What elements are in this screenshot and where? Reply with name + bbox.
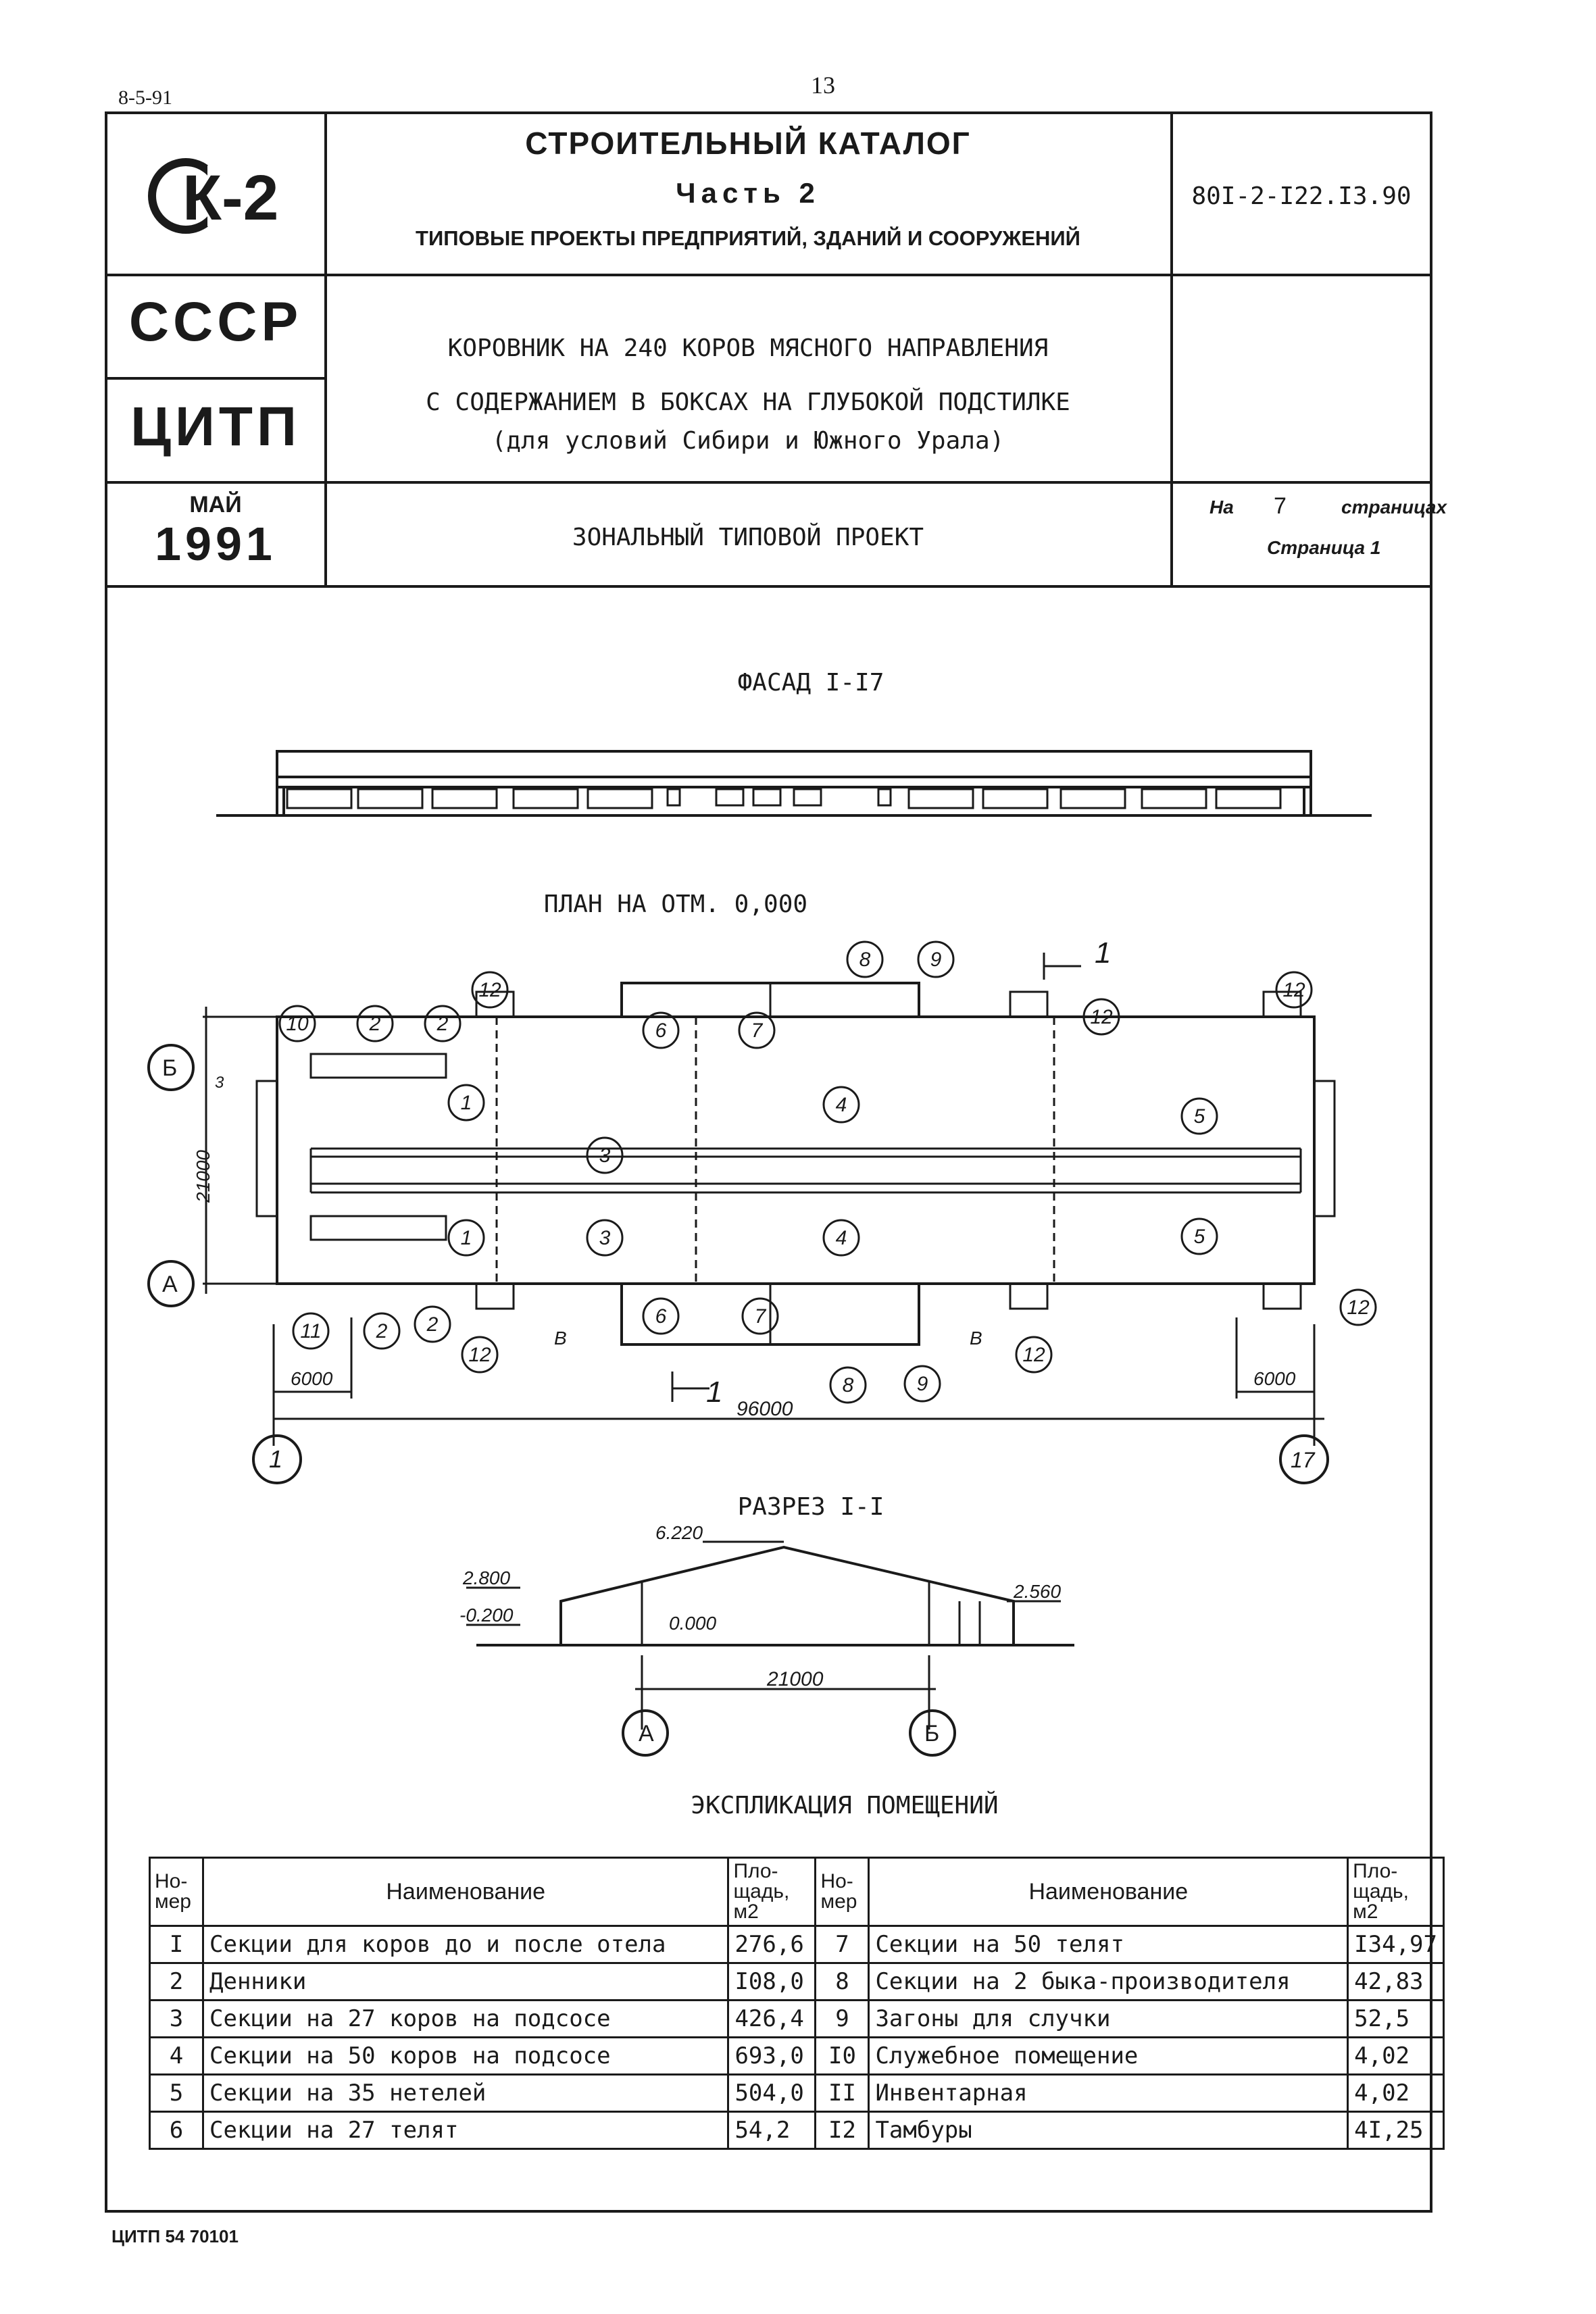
room-tag-3: 3	[599, 1227, 611, 1249]
row-name: Инвентарная	[869, 2075, 1348, 2112]
row-num: I2	[816, 2112, 869, 2149]
section-title: РАЗРЕЗ I-I	[737, 1493, 884, 1521]
page-number: 13	[811, 72, 835, 99]
catalog-subtitle: ТИПОВЫЕ ПРОЕКТЫ ПРЕДПРИЯТИЙ, ЗДАНИЙ И СООРУЖЕНИЙ	[416, 226, 1080, 250]
elev-floor: 0.000	[669, 1613, 717, 1634]
dim-width: 21000	[193, 1150, 214, 1203]
col-area: Пло-щадь, м2	[728, 1858, 816, 1926]
room-tag-12: 12	[1022, 1344, 1045, 1366]
row-num: 6	[150, 2112, 203, 2149]
col-name: Наименование	[869, 1858, 1348, 1926]
room-tag-5: 5	[1193, 1226, 1205, 1248]
org-ussr: СССР	[128, 291, 303, 353]
explication-table	[149, 1857, 1445, 2150]
room-tag-9: 9	[916, 1373, 928, 1395]
row-name: Секции на 50 телят	[869, 1926, 1348, 1963]
room-tag-1: 1	[460, 1227, 472, 1249]
row-name: Секции на 27 коров на подсосе	[203, 2001, 728, 2038]
room-tag-8: 8	[842, 1374, 854, 1397]
axis-17-label: 17	[1291, 1448, 1315, 1472]
catalog-title: СТРОИТЕЛЬНЫЙ КАТАЛОГ	[525, 126, 971, 161]
room-tag-12: 12	[1347, 1297, 1370, 1319]
row-area: 42,83	[1348, 1963, 1444, 2001]
row-name: Секции на 27 телят	[203, 2112, 728, 2149]
issue-month: МАЙ	[189, 492, 242, 518]
axis-B-label: Б	[162, 1055, 178, 1081]
facade-title: ФАСАД I-I7	[737, 669, 884, 697]
axis-1-label: 1	[269, 1445, 283, 1473]
catalog-part: Часть 2	[676, 177, 820, 209]
room-tag-12: 12	[1282, 979, 1305, 1001]
room-tag-11: 11	[300, 1320, 322, 1342]
room-tag-6: 6	[655, 1305, 667, 1328]
dim-bay-left: 6000	[291, 1368, 333, 1389]
axis-A-section-label: А	[639, 1721, 654, 1746]
table-row	[150, 2075, 1444, 2112]
facade-elevation	[216, 751, 1372, 815]
row-name: Секции для коров до и после отела	[203, 1926, 728, 1963]
footer-code: ЦИТП 54 70101	[111, 2226, 239, 2246]
room-tag-6: 6	[655, 1020, 667, 1042]
floor-plan	[257, 983, 1335, 1344]
room-tag-5: 5	[1193, 1105, 1205, 1128]
org-citp: ЦИТП	[130, 396, 301, 457]
elev-eave-left: 2.800	[463, 1567, 511, 1588]
row-num: I0	[816, 2038, 869, 2075]
room-tag-12: 12	[1090, 1006, 1113, 1028]
doc-code: 80I-2-I22.I3.90	[1191, 182, 1412, 210]
logo-text: К-2	[182, 162, 279, 234]
row-name: Секции на 2 быка-производителя	[869, 1963, 1348, 2001]
table-row	[150, 1926, 1444, 1963]
room-tag-10: 10	[286, 1013, 309, 1035]
room-tag-7: 7	[751, 1020, 763, 1042]
col-num: Но-мер	[150, 1858, 203, 1926]
row-name: Тамбуры	[869, 2112, 1348, 2149]
row-name: Служебное помещение	[869, 2038, 1348, 2075]
row-name: Загоны для случки	[869, 2001, 1348, 2038]
row-area: 4,02	[1348, 2038, 1444, 2075]
row-num: 3	[150, 2001, 203, 2038]
row-area: I08,0	[728, 1963, 816, 2001]
row-num: 7	[816, 1926, 869, 1963]
room-tag-8: 8	[859, 949, 871, 971]
project-title-line2: С СОДЕРЖАНИЕМ В БОКСАХ НА ГЛУБОКОЙ ПОДСТИЛКЕ	[426, 388, 1070, 416]
section-cut-top: 1	[1095, 936, 1112, 970]
row-area: 4,02	[1348, 2075, 1444, 2112]
axis-A-label: А	[162, 1272, 178, 1297]
room-tag-4: 4	[835, 1227, 847, 1249]
elev-ridge: 6.220	[655, 1522, 703, 1543]
room-tag-3: 3	[599, 1145, 611, 1167]
project-type: ЗОНАЛЬНЫЙ ТИПОВОЙ ПРОЕКТ	[572, 524, 924, 551]
pages-count: 7	[1274, 493, 1287, 519]
col-num: Но-мер	[816, 1858, 869, 1926]
table-header-row	[150, 1858, 1444, 1926]
issue-year: 1991	[155, 518, 276, 570]
room-tag-12: 12	[468, 1344, 491, 1366]
elev-eave-right: 2.560	[1014, 1581, 1062, 1602]
row-num: 8	[816, 1963, 869, 2001]
row-name: Денники	[203, 1963, 728, 2001]
axis-B-section-label: Б	[924, 1721, 940, 1746]
door-label-left: В	[554, 1328, 567, 1349]
door-label-right: В	[970, 1328, 982, 1349]
row-num: 5	[150, 2075, 203, 2112]
cross-section	[466, 1542, 1074, 1730]
row-area: 426,4	[728, 2001, 816, 2038]
section-cut-bottom: 1	[706, 1376, 723, 1409]
dim-three: 3	[215, 1074, 224, 1092]
row-name: Секции на 35 нетелей	[203, 2075, 728, 2112]
pages-prefix: На	[1210, 497, 1234, 518]
row-area: I34,97	[1348, 1926, 1444, 1963]
room-tag-2: 2	[437, 1013, 449, 1035]
row-area: 54,2	[728, 2112, 816, 2149]
dim-total: 96000	[737, 1398, 793, 1420]
project-title-line3: (для условий Сибири и Южного Урала)	[491, 427, 1005, 455]
project-title-line1: КОРОВНИК НА 240 КОРОВ МЯСНОГО НАПРАВЛЕНИЯ	[447, 334, 1049, 362]
row-num: 9	[816, 2001, 869, 2038]
table-row	[150, 2038, 1444, 2075]
room-tag-2: 2	[369, 1013, 381, 1035]
pages-suffix: страницах	[1341, 497, 1447, 518]
room-tag-12: 12	[478, 979, 501, 1001]
room-tag-4: 4	[835, 1094, 847, 1116]
row-name: Секции на 50 коров на подсосе	[203, 2038, 728, 2075]
row-area: 693,0	[728, 2038, 816, 2075]
dim-bay-right: 6000	[1253, 1368, 1296, 1389]
room-tag-9: 9	[930, 949, 942, 971]
section-span: 21000	[767, 1668, 824, 1690]
plan-title: ПЛАН НА ОТМ. 0,000	[543, 890, 808, 918]
doc-date: 8-5-91	[118, 86, 172, 109]
elev-ground: -0.200	[459, 1605, 514, 1626]
table-row	[150, 2112, 1444, 2149]
row-area: 4I,25	[1348, 2112, 1444, 2149]
room-tag-2: 2	[376, 1320, 388, 1342]
room-tag-7: 7	[754, 1305, 766, 1328]
table-row	[150, 1963, 1444, 2001]
row-area: 276,6	[728, 1926, 816, 1963]
row-num: II	[816, 2075, 869, 2112]
col-area: Пло-щадь, м2	[1348, 1858, 1444, 1926]
row-num: 4	[150, 2038, 203, 2075]
row-area: 52,5	[1348, 2001, 1444, 2038]
row-num: I	[150, 1926, 203, 1963]
row-area: 504,0	[728, 2075, 816, 2112]
room-tag-1: 1	[460, 1092, 472, 1114]
room-tag-2: 2	[426, 1313, 439, 1336]
col-name: Наименование	[203, 1858, 728, 1926]
explication-title: ЭКСПЛИКАЦИЯ ПОМЕЩЕНИЙ	[691, 1792, 999, 1819]
table-row	[150, 2001, 1444, 2038]
row-num: 2	[150, 1963, 203, 2001]
page-label: Страница 1	[1267, 537, 1381, 558]
